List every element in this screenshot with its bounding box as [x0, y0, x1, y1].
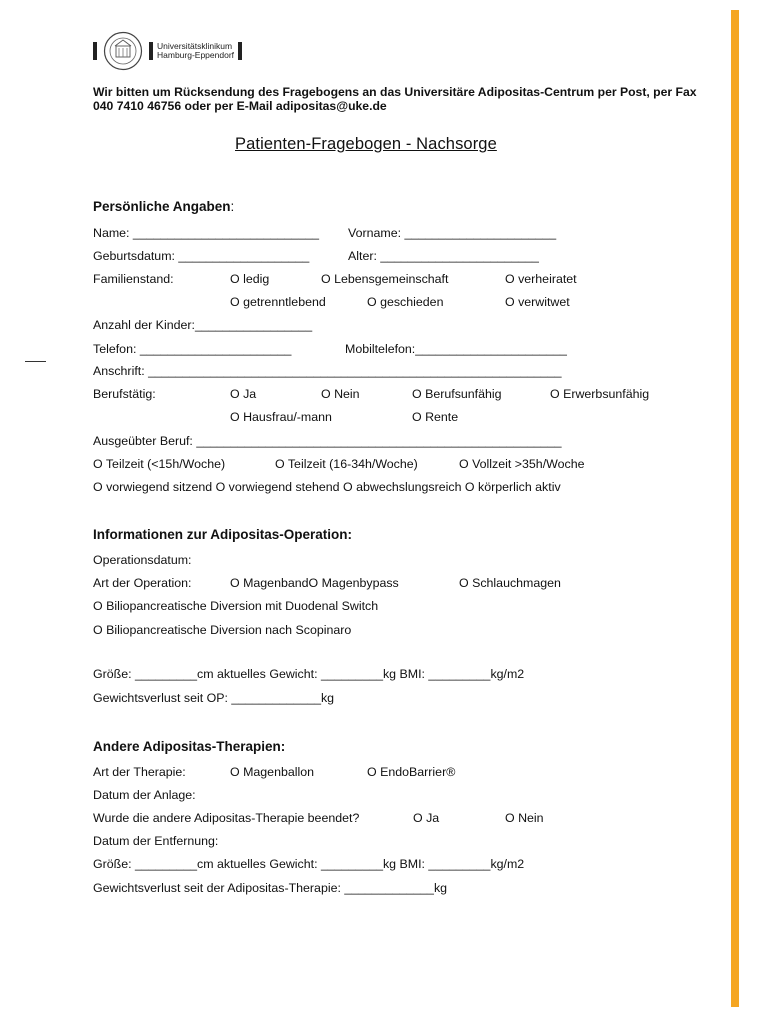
option-bpd-duodenal-switch[interactable]: O Biliopancreatische Diversion mit Duodenal Switch [93, 599, 379, 613]
uke-logo [93, 30, 242, 72]
geburtsdatum-field[interactable]: Geburtsdatum: ___________________ [93, 249, 310, 263]
vorname-field[interactable]: Vorname: ______________________ [348, 226, 557, 240]
option-magenballon[interactable]: O Magenballon [230, 765, 315, 779]
name-field[interactable]: Name: ___________________________ [93, 226, 319, 240]
logo-bar-mid [149, 42, 153, 60]
section-heading-personal-text: Persönliche Angaben [93, 199, 231, 214]
section-heading-personal [93, 199, 234, 214]
datum-entfernung-field[interactable]: Datum der Entfernung: [93, 834, 219, 848]
gewichtsverlust-therapie-field[interactable]: Gewichtsverlust seit der Adipositas-Therapie: _____________kg [93, 881, 448, 895]
orange-side-bar [731, 10, 739, 1007]
option-berufsunfaehig[interactable]: O Berufsunfähig [412, 387, 502, 401]
groesse-gewicht-bmi-op[interactable]: Größe: _________cm aktuelles Gewicht: _________kg BMI: _________kg/m2 [93, 667, 525, 681]
kinder-field[interactable]: Anzahl der Kinder:_________________ [93, 318, 313, 332]
groesse-gewicht-bmi-therapie[interactable]: Größe: _________cm aktuelles Gewicht: _________kg BMI: _________kg/m2 [93, 857, 525, 871]
datum-anlage-field[interactable]: Datum der Anlage: [93, 788, 196, 802]
option-lebensgemeinschaft[interactable]: O Lebensgemeinschaft [321, 272, 449, 286]
logo-bar-left [93, 42, 97, 60]
telefon-field[interactable]: Telefon: ______________________ [93, 342, 292, 356]
familienstand-label: Familienstand: [93, 272, 174, 286]
option-verwitwet[interactable]: O verwitwet [505, 295, 570, 309]
ausgeuebter-beruf-field[interactable]: Ausgeübter Beruf: _____________________________________________________ [93, 434, 562, 448]
heading-colon: : [230, 199, 235, 214]
option-teilzeit-16-34[interactable]: O Teilzeit (16-34h/Woche) [275, 457, 418, 471]
mobiltelefon-field[interactable]: Mobiltelefon:______________________ [345, 342, 567, 356]
option-endobarrier[interactable]: O EndoBarrier® [367, 765, 456, 779]
option-beruf-ja[interactable]: O Ja [230, 387, 257, 401]
option-hausfrau[interactable]: O Hausfrau/-mann [230, 410, 332, 424]
option-vollzeit[interactable]: O Vollzeit >35h/Woche [459, 457, 585, 471]
art-operation-label: Art der Operation: [93, 576, 192, 590]
option-magenband-bypass[interactable]: O MagenbandO Magenbypass [230, 576, 399, 590]
option-beruf-nein[interactable]: O Nein [321, 387, 360, 401]
option-schlauchmagen[interactable]: O Schlauchmagen [459, 576, 561, 590]
margin-line [25, 361, 46, 362]
section-heading-other: Andere Adipositas-Therapien: [93, 739, 286, 754]
option-teilzeit-15[interactable]: O Teilzeit (<15h/Woche) [93, 457, 226, 471]
anschrift-field[interactable]: Anschrift: ____________________________________________________________ [93, 364, 562, 378]
logo-line1: Universitätsklinikum [157, 41, 233, 51]
operationsdatum-field[interactable]: Operationsdatum: [93, 553, 192, 567]
document-title: Patienten-Fragebogen - Nachsorge [235, 135, 497, 153]
art-therapie-label: Art der Therapie: [93, 765, 186, 779]
option-geschieden[interactable]: O geschieden [367, 295, 444, 309]
option-bpd-scopinaro[interactable]: O Biliopancreatische Diversion nach Scopinaro [93, 623, 352, 637]
intro-text: Wir bitten um Rücksendung des Fragebogens an das Universitäre Adipositas-Centrum per Post, per Fax 040 7410 46756 oder per E-Mail adipositas@uke.de [93, 85, 697, 113]
alter-field[interactable]: Alter: _______________________ [348, 249, 539, 263]
logo-line2: Hamburg-Eppendorf [157, 50, 235, 60]
therapie-beendet-question: Wurde die andere Adipositas-Therapie beendet? [93, 811, 360, 825]
section-heading-operation: Informationen zur Adipositas-Operation: [93, 527, 353, 542]
option-beendet-ja[interactable]: O Ja [413, 811, 440, 825]
gewichtsverlust-op-field[interactable]: Gewichtsverlust seit OP: _____________kg [93, 691, 335, 705]
option-erwerbsunfaehig[interactable]: O Erwerbsunfähig [550, 387, 650, 401]
option-verheiratet[interactable]: O verheiratet [505, 272, 577, 286]
option-rente[interactable]: O Rente [412, 410, 459, 424]
taetigkeit-options[interactable]: O vorwiegend sitzend O vorwiegend stehend O abwechslungsreich O körperlich aktiv [93, 480, 561, 494]
option-beendet-nein[interactable]: O Nein [505, 811, 544, 825]
option-ledig[interactable]: O ledig [230, 272, 270, 286]
option-getrenntlebend[interactable]: O getrenntlebend [230, 295, 326, 309]
university-seal-icon [103, 31, 143, 71]
logo-bar-right [238, 42, 242, 60]
berufstaetig-label: Berufstätig: [93, 387, 156, 401]
logo-text [157, 42, 234, 60]
